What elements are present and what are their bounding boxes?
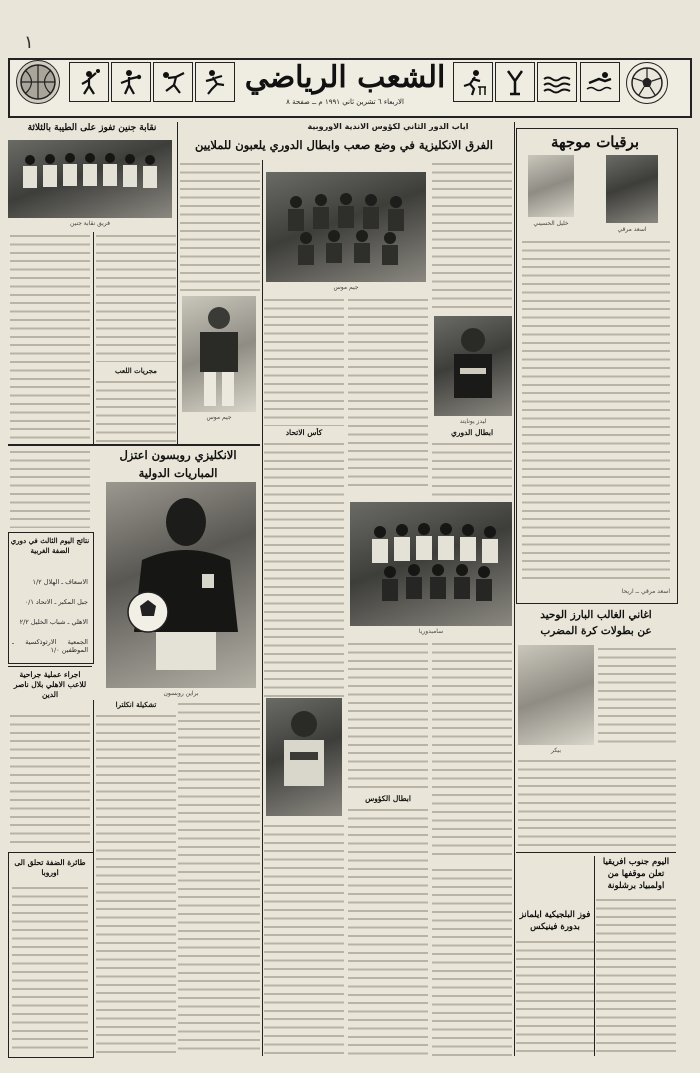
column-rule — [93, 700, 94, 1056]
team-photo-sampdoria-caption: سامبدوريا — [418, 628, 444, 635]
main-col-7 — [432, 866, 512, 1056]
person-photo-left — [528, 155, 574, 217]
flight-body — [12, 884, 88, 1050]
robson-col-2 — [96, 712, 176, 1056]
robson-headline-1: الانكليزي روبسون اعتزل — [119, 448, 237, 462]
robson-section: تشكيلة انكلترا — [115, 700, 157, 709]
belgium-headline-2: بدورة فينيكس — [530, 922, 580, 932]
robson-photo-caption: براين روبسون — [163, 690, 199, 697]
football-ball-icon — [626, 62, 668, 104]
high-jump-icon — [153, 62, 193, 102]
arsenal-player-photo — [266, 698, 342, 816]
flight-headline: طائرة الضفة تحلق الى اوروبا — [14, 858, 86, 877]
boxer-icon — [111, 62, 151, 102]
algeria-photo — [518, 645, 594, 745]
main-kicker: اياب الدور الثاني لكؤوس الاندية الاوروبية — [307, 122, 469, 131]
results-item-4: الجمعية الارثوذكسية ـ الموظفين ١/٠ — [12, 638, 88, 655]
south-africa-headline-3: اولمبياد برشلونة — [607, 881, 665, 891]
algeria-body — [518, 757, 676, 849]
masthead-dateline: الاربعاء ٦ تشرين ثاني ١٩٩١ م ــ صفحة ٨ — [286, 98, 404, 106]
column-rule — [177, 122, 178, 444]
column-rule — [514, 122, 515, 1056]
swimming-waves-icon — [537, 62, 577, 102]
jenin-photo-caption: فريق نقابة جنين — [70, 220, 110, 227]
robson-headline-2: المباريات الدولية — [138, 466, 218, 480]
algeria-photo-caption: بيكر — [550, 747, 562, 754]
jenin-section-opponent: مجريات اللعب — [115, 366, 157, 375]
section-cup: كأس الاتحاد — [285, 428, 323, 437]
results-item-3: الاهلي ـ شباب الخليل ٢/٢ — [19, 618, 88, 626]
runner-icon — [195, 62, 235, 102]
swimmer-icon — [580, 62, 620, 102]
algeria-headline-2: عن بطولات كرة المضرب — [540, 625, 652, 637]
jenin-team-photo — [8, 140, 172, 218]
results-item-1: الاسعاف ـ الهلال ١/٢ — [32, 578, 88, 586]
surgery-headline: اجراء عملية جراحية للاعب الاهلي بلال ناصر الدين — [13, 670, 87, 699]
jenin-col-left-b — [10, 448, 90, 528]
robson-col-1 — [178, 700, 260, 1056]
person-caption-right: اسعد مرقي — [617, 226, 647, 233]
south-africa-headline-1: اليوم جنوب افريقيا — [602, 857, 670, 867]
runner-hurdles-icon — [453, 62, 493, 102]
main-col-3 — [432, 440, 512, 496]
section-winners: ابطال الكؤوس — [365, 794, 411, 803]
athletics-icon — [495, 62, 535, 102]
telegrams-body — [522, 238, 670, 580]
main-col-1c — [264, 822, 344, 1056]
column-rule — [262, 160, 263, 1056]
jenin-col-right-b — [96, 378, 176, 442]
basketball-ball-icon — [16, 60, 60, 104]
basketball-player-icon — [69, 62, 109, 102]
algeria-headline-1: اغاني الغالب البارز الوحيد — [540, 609, 652, 621]
team-photo-top-caption: جيم موس — [333, 284, 359, 291]
south-africa-headline-2: تعلن موقفها من — [607, 869, 665, 879]
algeria-body-top — [598, 645, 676, 745]
telegrams-heading: برقيات موجهة — [550, 133, 640, 151]
robson-photo — [106, 482, 256, 688]
main-intro-col — [432, 160, 512, 308]
player-photo-jim — [182, 296, 256, 412]
main-col-1b — [264, 440, 344, 698]
main-col-4 — [432, 640, 512, 860]
results-item-2: جبل المكبر ـ الاتحاد ٠/١ — [24, 598, 88, 606]
person-caption-left: خليل الحسيني — [533, 220, 569, 227]
jenin-col-left — [10, 232, 90, 442]
results-heading: نتائج اليوم الثالث في دوري الضفة الغربية — [10, 536, 90, 555]
jenin-col-right — [96, 232, 176, 362]
main-col-1 — [264, 296, 344, 426]
person-photo-right — [606, 155, 658, 223]
telegrams-signature: اسعد مرقي ــ اريحا — [621, 588, 670, 595]
main-headline: الفرق الانكليزية في وضع صعب وابطال الدوري يلعبون للملايين — [195, 138, 493, 152]
section-liverpool: ابطال الدوري — [450, 428, 494, 437]
main-col-6 — [348, 806, 428, 1056]
player-caption-liverpool: ليدز يونايتد — [459, 418, 487, 425]
belgium-headline-1: فوز البلجيكية ايلمانز — [519, 910, 591, 920]
player-photo-jim-caption: جيم موس — [206, 414, 232, 421]
surgery-body — [10, 712, 90, 848]
main-col-2 — [348, 296, 428, 486]
south-africa-body — [596, 896, 676, 1056]
masthead-title: الشعب الرياضي — [244, 60, 446, 95]
belgium-body — [516, 938, 594, 1056]
team-photo-sampdoria — [350, 502, 512, 626]
player-photo-liverpool — [434, 316, 512, 416]
left-center-col-top — [180, 160, 260, 292]
page-marker: ١ — [24, 32, 34, 53]
jenin-headline: نقابة جنين تفوز على الطيبة بالثلاثة — [27, 123, 157, 133]
team-photo-top — [266, 172, 426, 282]
main-col-5 — [348, 640, 428, 790]
column-rule — [93, 232, 94, 444]
